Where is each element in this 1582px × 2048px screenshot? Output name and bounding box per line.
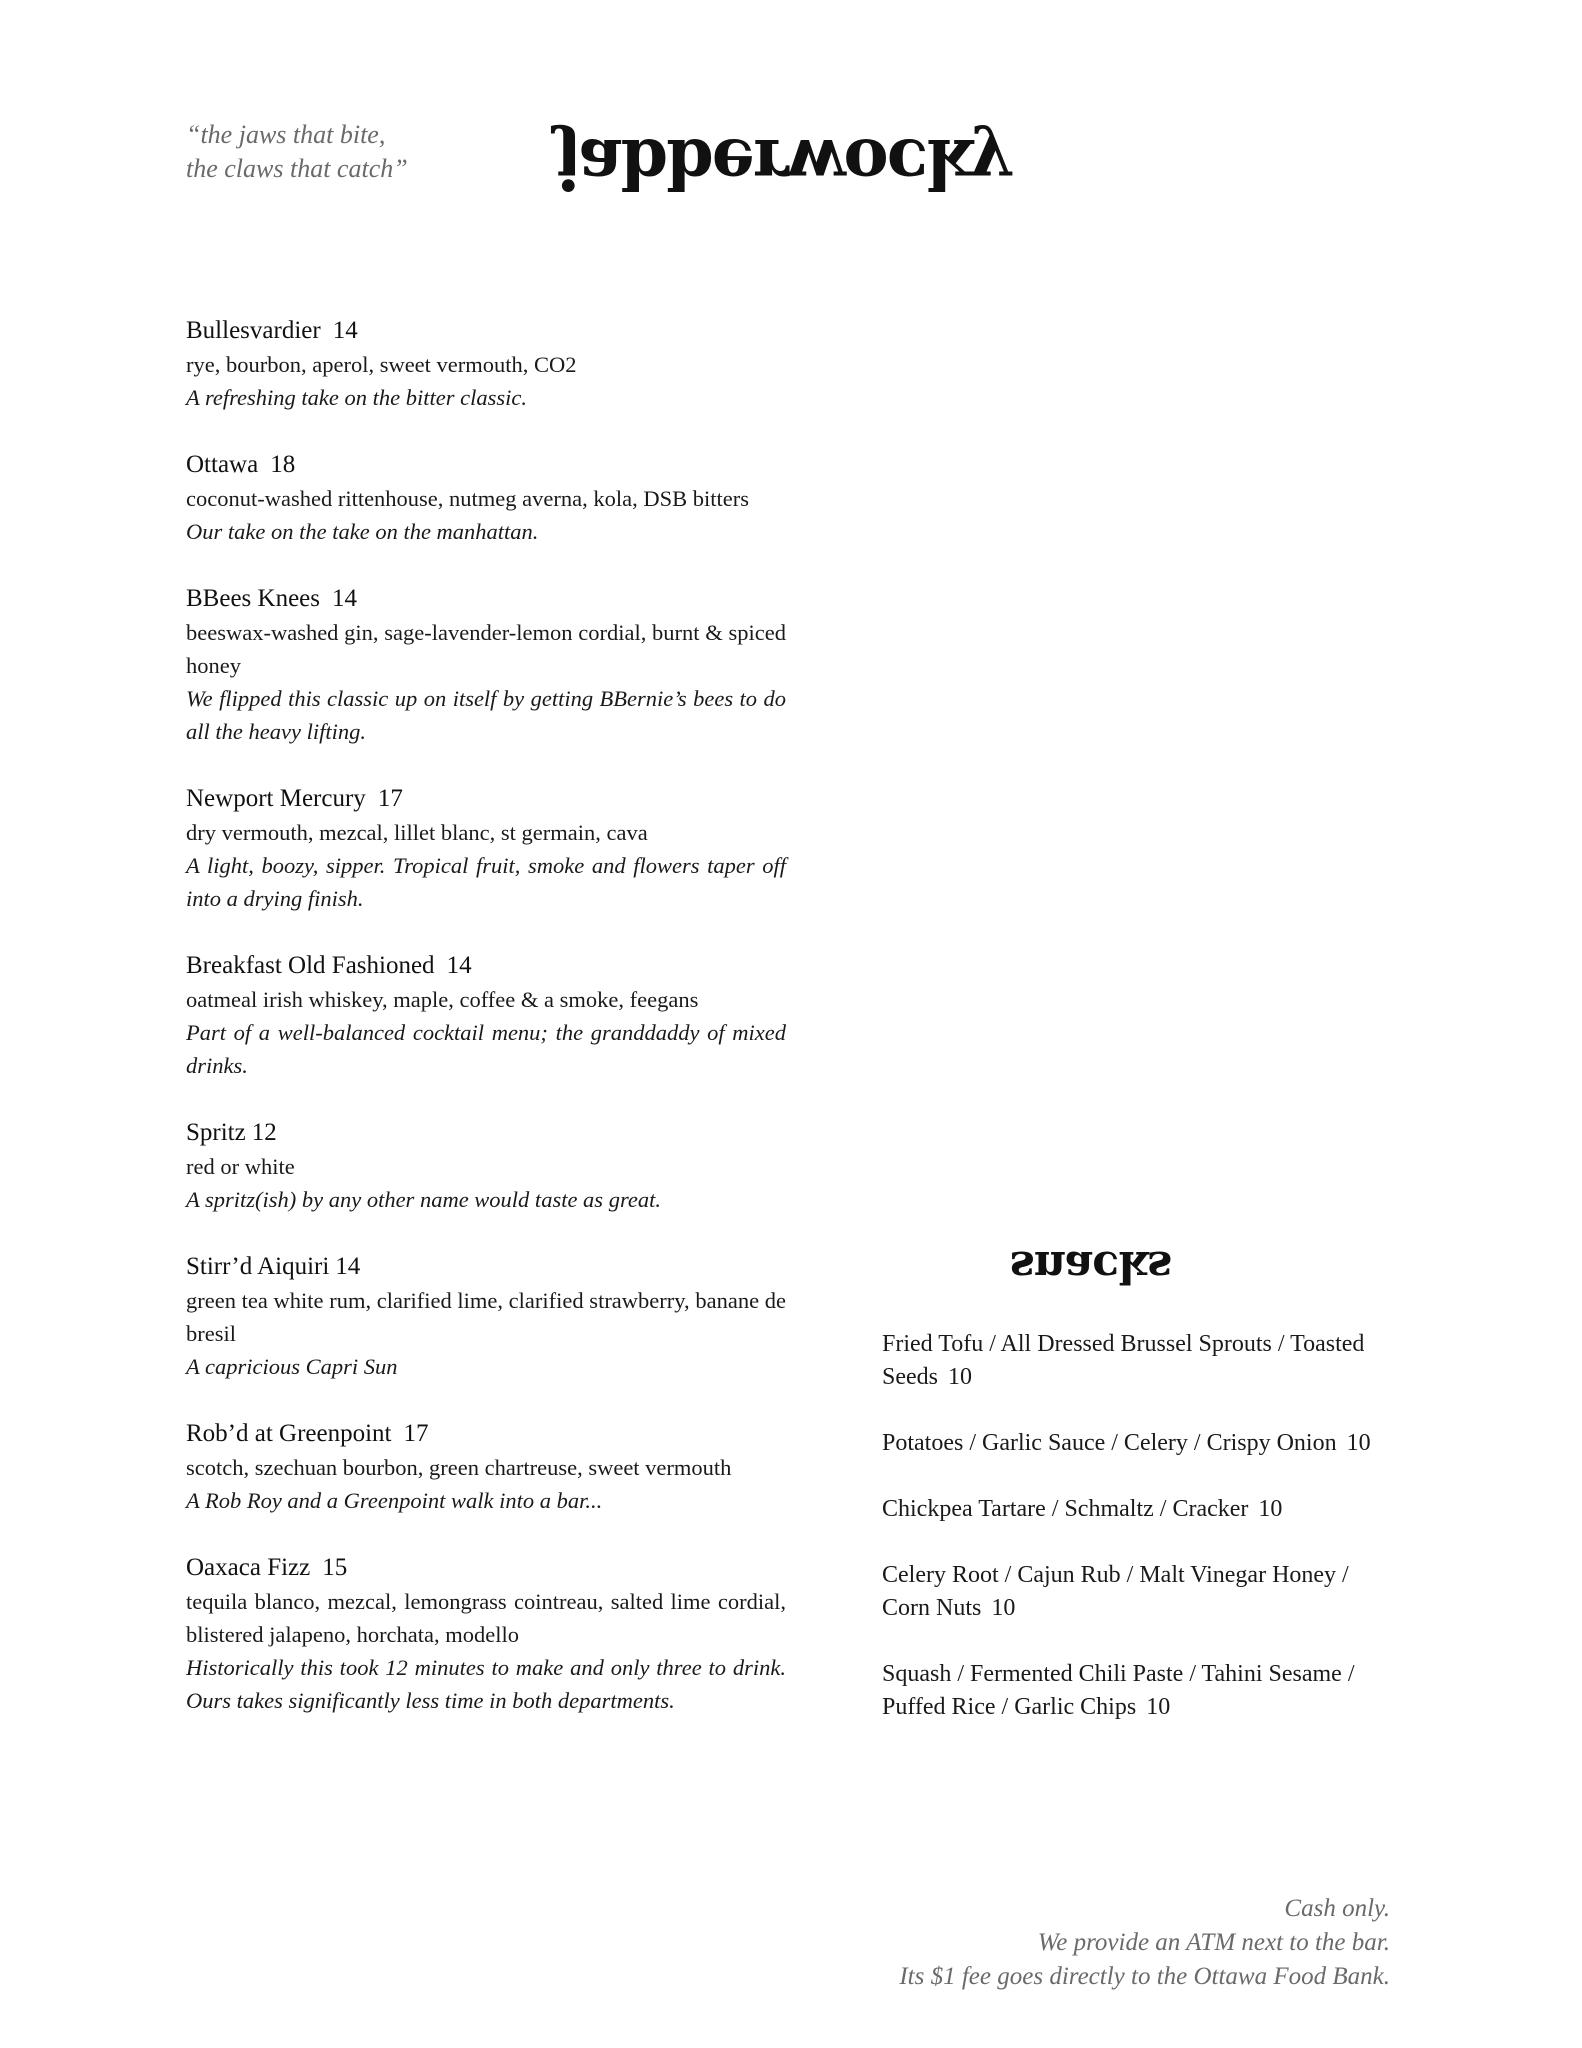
tagline [186,118,486,186]
cocktail-name: Breakfast Old Fashioned [186,952,435,979]
cocktail-price: 12 [251,1119,277,1146]
cocktail-item [186,1551,786,1717]
cocktail-name: Oaxaca Fizz [186,1554,311,1581]
payment-note-line-2: We provide an ATM next to the bar. [1037,1929,1390,1956]
snack-price: 10 [1146,1694,1171,1720]
snack-name: Fried Tofu / All Dressed Brussel Sprouts / Toasted Seeds [882,1331,1365,1390]
cocktail-description: We flipped this classic up on itself by getting BBernie’s bees to do all the heavy lifting. [186,686,786,744]
brand-logo: jabberwocky [556,123,1009,203]
snack-item [882,1658,1402,1724]
cocktail-description: A Rob Roy and a Greenpoint walk into a bar... [186,1488,603,1513]
snack-price: 10 [948,1364,972,1390]
cocktail-name: Spritz [186,1119,246,1146]
snack-price: 10 [1258,1496,1283,1522]
cocktail-ingredients: red or white [186,1154,295,1179]
snack-item [882,1427,1402,1460]
cocktail-description: Historically this took 12 minutes to make and only three to drink. Ours takes significantly less time in both departments. [186,1655,786,1713]
cocktail-price: 14 [335,1253,361,1280]
cocktail-item [186,1417,786,1517]
payment-note [790,1892,1390,1994]
cocktail-name: Newport Mercury [186,785,366,812]
cocktail-name: Ottawa [186,451,259,478]
snack-price: 10 [1346,1430,1371,1456]
payment-note-line-3: Its $1 fee goes directly to the Ottawa Food Bank. [899,1963,1390,1990]
cocktail-price: 14 [446,952,472,979]
snack-name: Chickpea Tartare / Schmaltz / Cracker [882,1496,1249,1522]
cocktail-ingredients: scotch, szechuan bourbon, green chartreuse, sweet vermouth [186,1455,732,1480]
cocktail-ingredients: coconut-washed rittenhouse, nutmeg averna, kola, DSB bitters [186,486,749,511]
snack-name: Squash / Fermented Chili Paste / Tahini Sesame / Puffed Rice / Garlic Chips [882,1661,1355,1720]
tagline-line-2: the claws that catch” [186,154,408,183]
cocktail-item [186,782,786,915]
cocktail-price: 14 [332,585,357,612]
cocktail-price: 14 [332,317,358,344]
cocktail-description: A refreshing take on the bitter classic. [186,385,527,410]
snack-name: Potatoes / Garlic Sauce / Celery / Crispy Onion [882,1430,1337,1456]
cocktail-item [186,314,786,414]
cocktail-ingredients: tequila blanco, mezcal, lemongrass cointreau, salted lime cordial, blistered jalapeno, horchata, modello [186,1589,786,1647]
snack-price: 10 [991,1595,1016,1621]
cocktail-price: 15 [322,1554,348,1581]
cocktail-description: Our take on the take on the manhattan. [186,519,539,544]
snack-item [882,1328,1402,1394]
tagline-line-1: “the jaws that bite, [186,120,386,149]
cocktail-item [186,949,786,1082]
snack-list [882,1328,1402,1757]
cocktail-item [186,582,786,748]
cocktail-item [186,1116,786,1216]
cocktail-description: A light, boozy, sipper. Tropical fruit, smoke and flowers taper off into a drying finish. [186,853,786,911]
cocktail-name: BBees Knees [186,585,320,612]
cocktail-ingredients: dry vermouth, mezcal, lillet blanc, st germain, cava [186,820,648,845]
cocktail-list [186,314,786,1751]
cocktail-price: 17 [403,1420,429,1447]
cocktail-description: Part of a well-balanced cocktail menu; the granddaddy of mixed drinks. [186,1020,786,1078]
snack-item [882,1559,1402,1625]
cocktail-price: 17 [377,785,403,812]
cocktail-price: 18 [270,451,296,478]
snacks-heading: snacks [1010,1241,1172,1292]
cocktail-name: Rob’d at Greenpoint [186,1420,392,1447]
cocktail-name: Bullesvardier [186,317,321,344]
cocktail-description: A capricious Capri Sun [186,1354,398,1379]
cocktail-ingredients: oatmeal irish whiskey, maple, coffee & a smoke, feegans [186,987,699,1012]
cocktail-ingredients: green tea white rum, clarified lime, clarified strawberry, banane de bresil [186,1288,786,1346]
cocktail-name: Stirr’d Aiquiri [186,1253,330,1280]
payment-note-line-1: Cash only. [1284,1895,1390,1922]
cocktail-item [186,1250,786,1383]
snack-item [882,1493,1402,1526]
cocktail-ingredients: beeswax-washed gin, sage-lavender-lemon cordial, burnt & spiced honey [186,620,786,678]
snack-name: Celery Root / Cajun Rub / Malt Vinegar Honey / Corn Nuts [882,1562,1349,1621]
cocktail-description: A spritz(ish) by any other name would taste as great. [186,1187,661,1212]
cocktail-ingredients: rye, bourbon, aperol, sweet vermouth, CO2 [186,352,577,377]
cocktail-item [186,448,786,548]
